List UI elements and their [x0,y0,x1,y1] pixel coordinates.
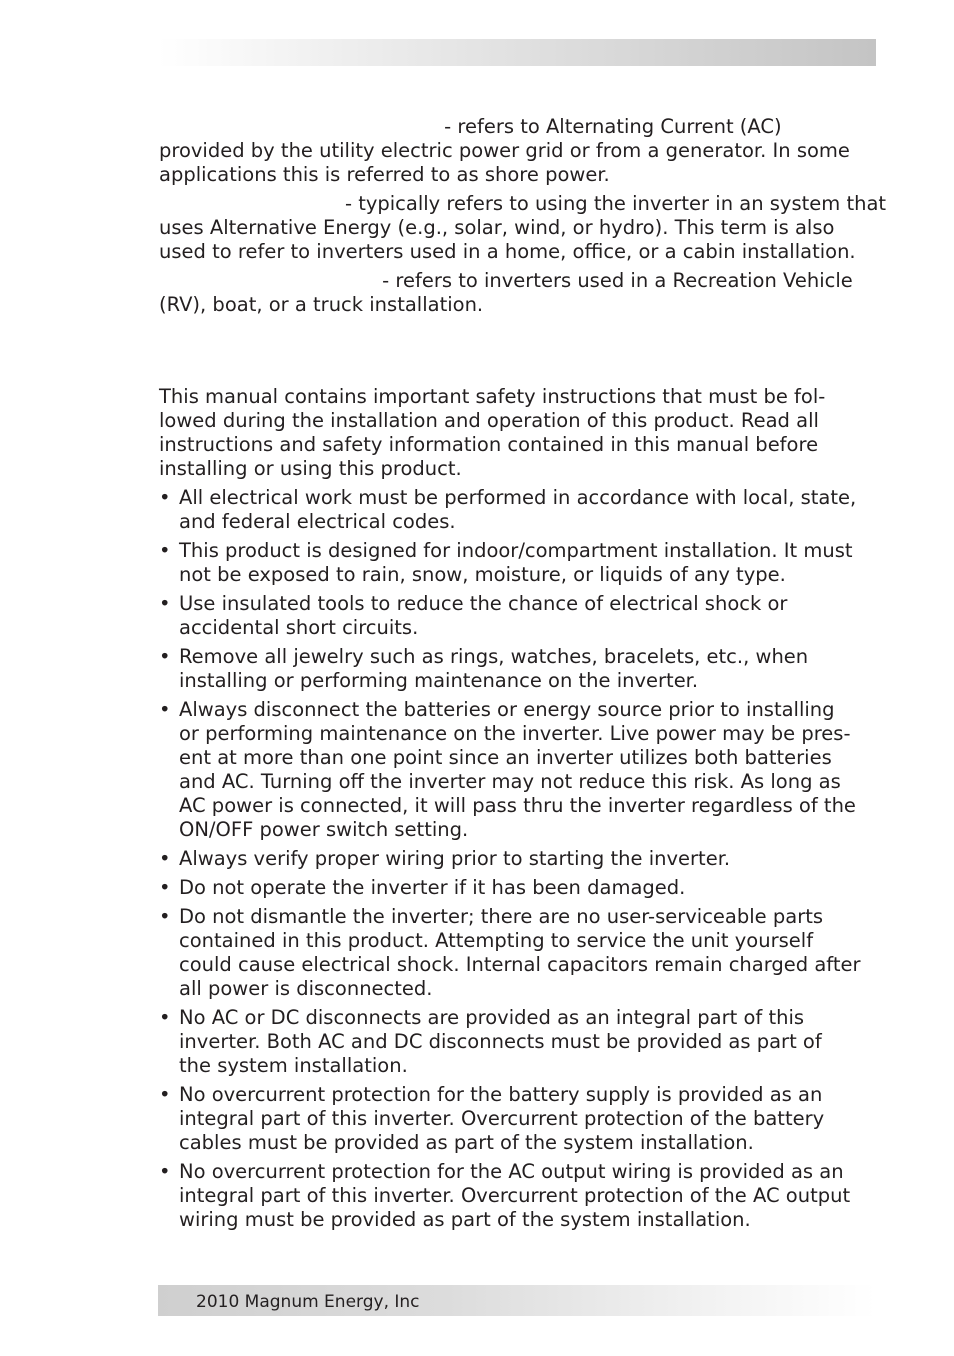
safety-list-item [159,876,879,900]
safety-list-item [159,486,879,534]
safety-list-item [159,1160,879,1232]
bullet-icon: • [159,486,171,509]
bullet-icon: • [159,847,171,870]
header-bar [158,39,876,66]
bullet-icon: • [159,876,171,899]
safety-list-item [159,698,879,842]
safety-item-text: Always disconnect the batteries or energy source prior to installing or performing maintenance on the inverter. Live power may be pres- ent at more than one point since an inverter utilizes both batteries and AC. Turning off the inverter may not reduce this risk. As long as AC power is connected, it will pass thru the inverter regardless of the ON/OFF power switch setting. [179,698,856,841]
definition-ac-input: - refers to Alternating Current (AC) provided by the utility electric power grid or from a generator. In some applications this is referred to as shore power. [159,115,850,186]
safety-intro-paragraph: This manual contains important safety instructions that must be fol- lowed during the installation and operation of this product. Read all instructions and safety information contained in this manual before installing or using this product. [159,385,826,480]
safety-list-item [159,645,879,693]
bullet-icon: • [159,698,171,721]
bullet-icon: • [159,1083,171,1106]
safety-item-text: All electrical work must be performed in accordance with local, state, and federal electrical codes. [179,486,857,533]
safety-item-text: Do not operate the inverter if it has been damaged. [179,876,686,899]
safety-list-item [159,1006,879,1078]
safety-item-text: This product is designed for indoor/compartment installation. It must not be exposed to rain, snow, moisture, or liquids of any type. [179,539,853,586]
safety-list-item [159,847,879,871]
safety-list-item [159,539,879,587]
bullet-icon: • [159,645,171,668]
bullet-icon: • [159,539,171,562]
safety-list-item [159,592,879,640]
bullet-icon: • [159,905,171,928]
safety-item-text: Do not dismantle the inverter; there are no user-serviceable parts contained in this product. Attempting to service the unit yourself could cause electrical shock. Internal capacitors remain charged after all power is disconnected. [179,905,861,1000]
bullet-icon: • [159,1160,171,1183]
safety-item-text: No overcurrent protection for the battery supply is provided as an integral part of this inverter. Overcurrent protection of the battery cables must be provided as part of the system installation. [179,1083,825,1154]
safety-list-item [159,905,879,1001]
safety-list-item [159,1083,879,1155]
footer-copyright: 2010 Magnum Energy, Inc [196,1292,420,1312]
safety-list [159,486,879,1232]
bullet-icon: • [159,592,171,615]
safety-item-text: Remove all jewelry such as rings, watches, bracelets, etc., when installing or performing maintenance on the inverter. [179,645,809,692]
definition-mobile: - refers to inverters used in a Recreation Vehicle (RV), boat, or a truck installation. [159,269,853,316]
definition-residential: - typically refers to using the inverter in an system that uses Alternative Energy (e.g., solar, wind, or hydro). This term is also used to refer to inverters used in a home, office, or a cabin installation. [159,192,887,263]
safety-item-text: Use insulated tools to reduce the chance of electrical shock or accidental short circuits. [179,592,788,639]
safety-item-text: No overcurrent protection for the AC output wiring is provided as an integral part of this inverter. Overcurrent protection of the AC output wiring must be provided as part of the system installation. [179,1160,851,1231]
bullet-icon: • [159,1006,171,1029]
safety-item-text: No AC or DC disconnects are provided as an integral part of this inverter. Both AC and DC disconnects must be provided as part of the system installation. [179,1006,822,1077]
safety-item-text: Always verify proper wiring prior to starting the inverter. [179,847,731,870]
page-content [159,115,887,1237]
